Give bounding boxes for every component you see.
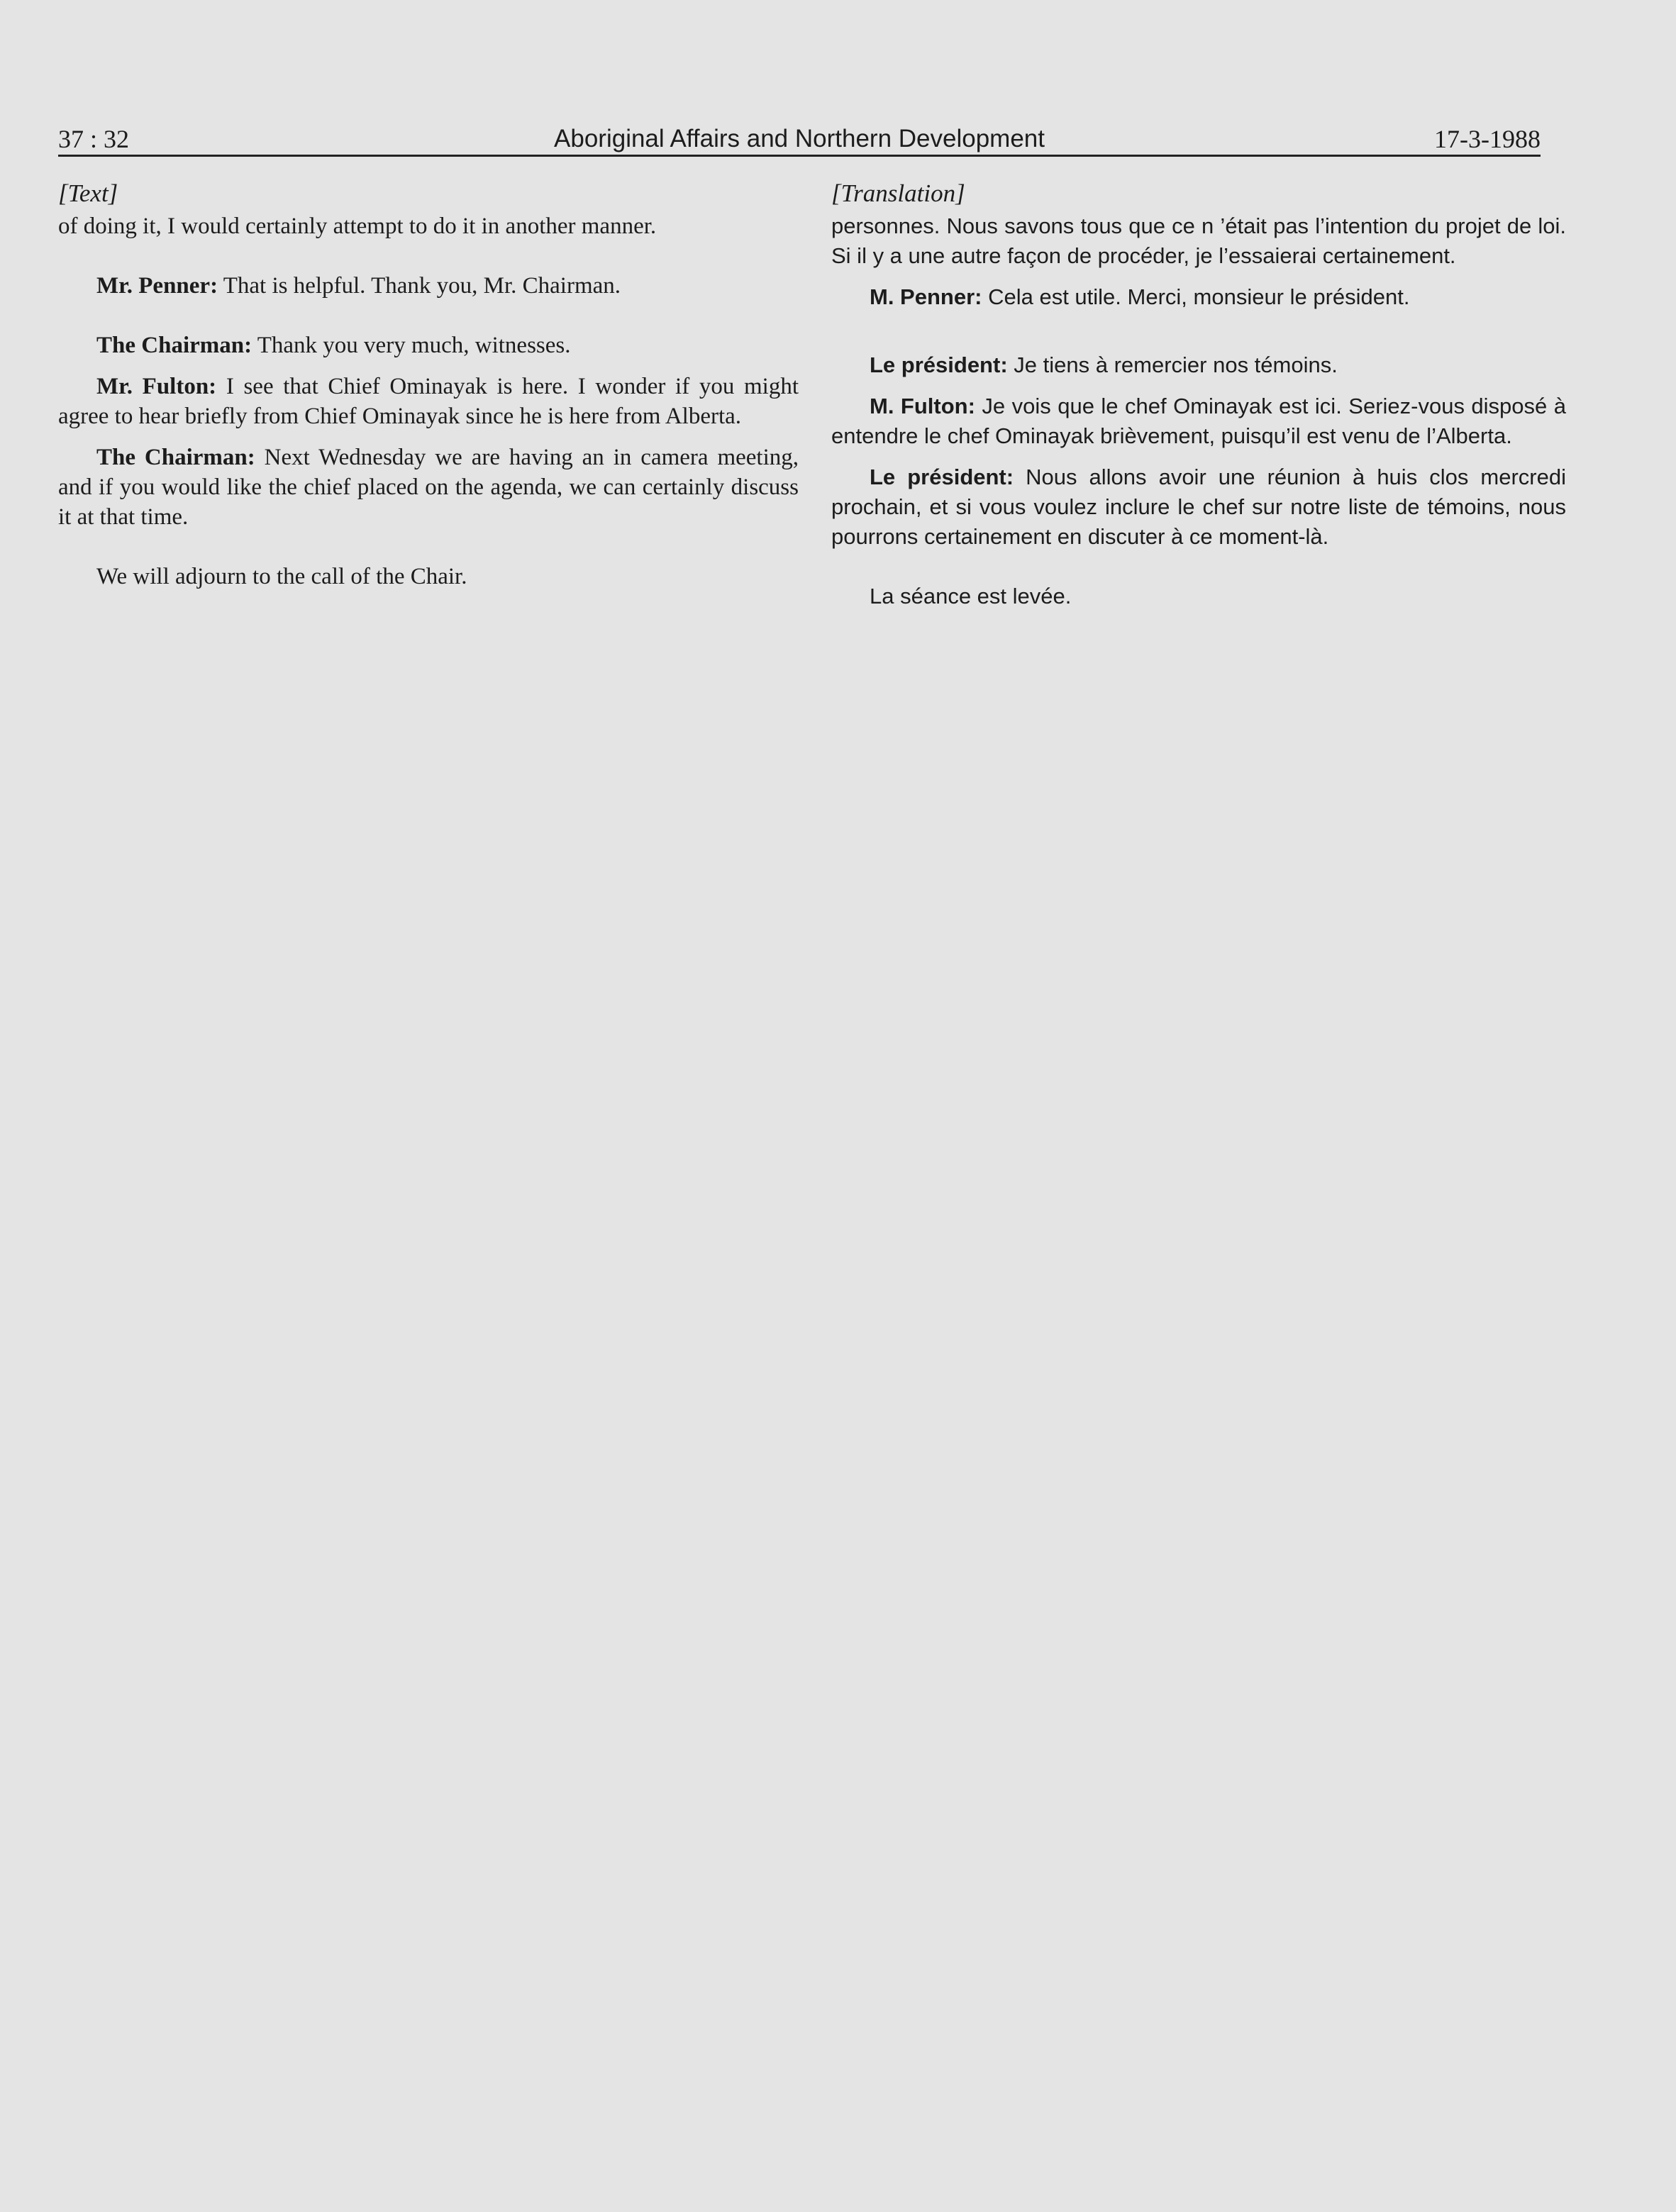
- paragraph-text: Je tiens à remercier nos témoins.: [1007, 352, 1338, 377]
- paragraph-text: personnes. Nous savons tous que ce n ’était pas l’intention du projet de loi. Si il y a une autre façon de procéder, je l’essaierai certainement.: [831, 213, 1566, 268]
- column-label: [Translation]: [831, 179, 965, 207]
- speaker-name: M. Penner:: [870, 284, 982, 309]
- paragraph-text: Thank you very much, witnesses.: [252, 333, 571, 358]
- paragraph: [831, 211, 1566, 271]
- speaker-name: Le président:: [870, 465, 1014, 489]
- paragraph: [58, 271, 799, 301]
- paragraph: [831, 282, 1566, 312]
- speaker-name: The Chairman:: [96, 445, 255, 470]
- publication-title: Aboriginal Affairs and Northern Development: [554, 125, 1045, 152]
- paragraph-text: La séance est levée.: [870, 584, 1072, 608]
- issue-date: 17-3-1988: [1434, 125, 1541, 153]
- paragraph-text: That is helpful. Thank you, Mr. Chairman.: [218, 273, 621, 299]
- english-column: [58, 179, 799, 591]
- page-number: 37 : 32: [58, 125, 130, 153]
- paragraph-text: of doing it, I would certainly attempt to do it in another manner.: [58, 213, 657, 239]
- paragraph-text: Je vois que le chef Ominayak est ici. Seriez-vous disposé à entendre le chef Ominayak brièvement, puisqu’il est venu de l’Alberta.: [831, 394, 1566, 448]
- paragraph: [58, 372, 799, 431]
- paragraph: [831, 391, 1566, 451]
- paragraph-text: Next Wednesday we are having an in camera meeting, and if you would like the chief placed on the agenda, we can certainly discuss it at that time.: [58, 445, 799, 530]
- paragraph: [58, 330, 799, 360]
- header-rule: [58, 155, 1541, 157]
- paragraph: [58, 211, 799, 241]
- paragraph: [58, 443, 799, 532]
- paragraph-text: Cela est utile. Merci, monsieur le président.: [982, 284, 1410, 309]
- french-column: [831, 179, 1566, 611]
- speaker-name: Mr. Fulton:: [96, 374, 217, 399]
- paragraph: [831, 350, 1566, 380]
- running-header: [58, 122, 1541, 156]
- speaker-name: Mr. Penner:: [96, 273, 218, 299]
- paragraph-text: I see that Chief Ominayak is here. I wonder if you might agree to hear briefly from Chief Ominayak since he is here from Alberta.: [58, 374, 799, 429]
- speaker-name: Le président:: [870, 352, 1008, 377]
- paragraph-text: We will adjourn to the call of the Chair.: [96, 564, 467, 589]
- paragraph-text: Nous allons avoir une réunion à huis clos mercredi prochain, et si vous voulez inclure le chef sur notre liste de témoins, nous pourrons certainement en discuter à ce moment-là.: [831, 465, 1566, 549]
- speaker-name: The Chairman:: [96, 333, 252, 358]
- paragraph: [58, 562, 799, 591]
- paragraph: [831, 582, 1566, 611]
- column-label: [Text]: [58, 179, 118, 207]
- speaker-name: M. Fulton:: [870, 394, 975, 418]
- paragraph: [831, 462, 1566, 552]
